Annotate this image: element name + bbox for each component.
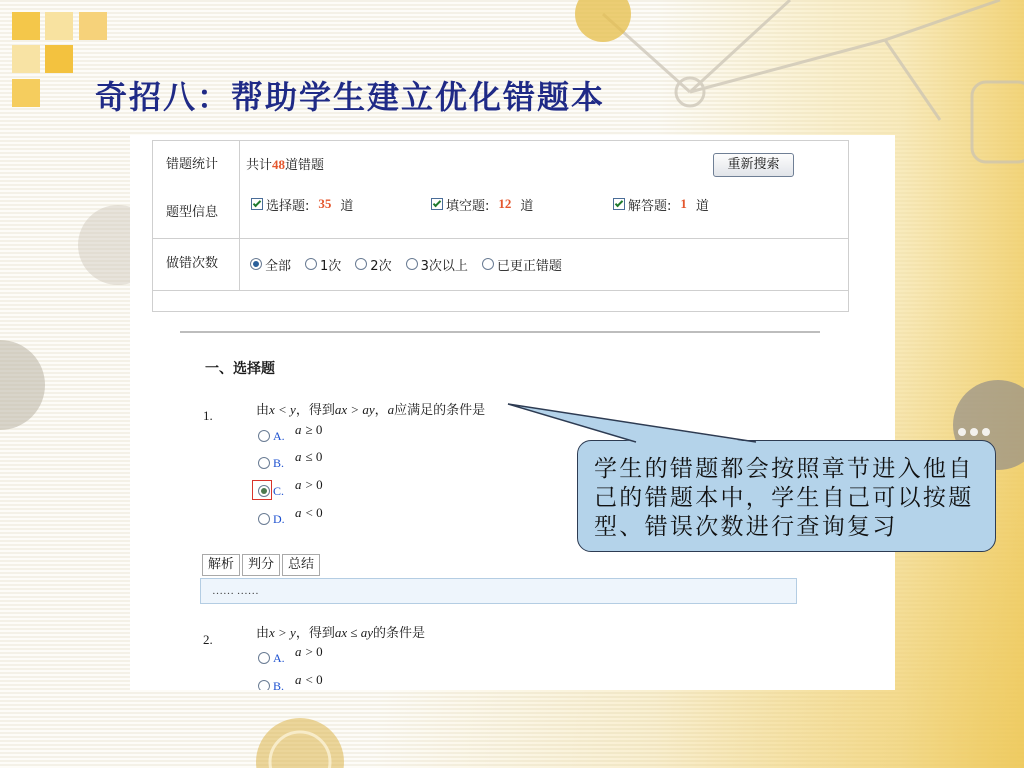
stem-math: x < y (269, 402, 296, 417)
option-relation: ≤ 0 (305, 449, 323, 464)
radio-option-b[interactable] (258, 457, 270, 469)
section-title: 一、选择题 (205, 361, 275, 377)
radio-times-1[interactable] (305, 258, 317, 270)
tab-summary[interactable]: 总结 (282, 554, 320, 576)
checkbox-solution[interactable] (613, 198, 625, 210)
total-count-text (246, 157, 324, 174)
tab-grading[interactable]: 判分 (242, 554, 280, 576)
decor-square (12, 12, 40, 40)
option-a[interactable] (258, 644, 338, 666)
option-letter: D. (273, 512, 285, 526)
times-option-all[interactable] (250, 256, 291, 272)
filter-table (152, 140, 849, 312)
radio-option-a[interactable] (258, 430, 270, 442)
option-letter: B. (273, 456, 285, 470)
option-variable: a (295, 477, 302, 492)
type-label: 解答题: (628, 198, 672, 214)
option-letter: C. (273, 484, 285, 498)
radio-dot-icon (253, 261, 259, 267)
radio-times-all[interactable] (250, 258, 262, 270)
option-variable: a (295, 672, 302, 687)
slide-title: 奇招八：帮助学生建立优化错题本 (95, 78, 606, 116)
times-option-1[interactable] (305, 256, 341, 272)
times-option-3-plus[interactable] (406, 256, 468, 272)
decor-square (79, 12, 107, 40)
question-stem (256, 625, 425, 642)
option-d[interactable] (258, 505, 338, 527)
decor-rounded-rect (972, 82, 1024, 162)
option-math (295, 672, 323, 688)
radio-dot-icon (261, 488, 267, 494)
stem-math: ax > ay (334, 402, 375, 417)
decor-dot (970, 428, 978, 436)
option-relation: < 0 (305, 505, 323, 520)
radio-times-corrected[interactable] (482, 258, 494, 270)
times-option-corrected[interactable] (482, 256, 562, 272)
checkmark-icon (253, 199, 261, 207)
times-label: 做错次数 (166, 256, 219, 271)
question-tabs (202, 554, 320, 576)
option-relation: > 0 (305, 477, 323, 492)
section-divider (180, 331, 820, 333)
type-unit: 道 (695, 198, 709, 214)
decor-square (12, 79, 40, 107)
decor-dot (958, 428, 966, 436)
times-option-label: 3次以上 (420, 258, 468, 274)
times-option-2[interactable] (355, 256, 391, 272)
total-suffix: 道错题 (285, 158, 325, 173)
option-b[interactable] (258, 449, 338, 471)
tab-analysis[interactable]: 解析 (202, 554, 240, 576)
stem-text: 由 (256, 403, 270, 418)
option-variable: a (295, 644, 302, 659)
decor-circle-gold (575, 0, 631, 42)
decor-line (885, 0, 1000, 40)
checkmark-icon (615, 199, 623, 207)
times-option-label: 全部 (265, 258, 292, 274)
decor-dot (982, 428, 990, 436)
re-search-button[interactable]: 重新搜索 (713, 153, 794, 177)
callout-line: 学生的错题都会按照章节进入他自 (594, 456, 974, 482)
total-count: 48 (272, 157, 286, 172)
type-filter-solution[interactable] (613, 196, 709, 212)
question-number: 1. (203, 408, 213, 423)
option-b[interactable] (258, 672, 338, 690)
radio-option-a[interactable] (258, 652, 270, 664)
radio-option-b[interactable] (258, 680, 270, 690)
type-unit: 道 (520, 198, 534, 214)
callout-line: 型、错误次数进行查询复习 (594, 514, 898, 540)
types-label: 题型信息 (166, 205, 219, 220)
type-filter-fill-blank[interactable] (431, 196, 533, 212)
type-unit: 道 (340, 198, 354, 214)
question-stem (256, 402, 485, 419)
type-label: 选择题: (266, 198, 310, 214)
checkmark-icon (433, 199, 441, 207)
times-option-label: 已更正错题 (496, 258, 562, 274)
stem-text: ， (374, 403, 388, 418)
type-filter-choice[interactable] (251, 196, 353, 212)
stem-math: a (387, 402, 395, 417)
option-relation: ≥ 0 (305, 422, 323, 437)
option-math (295, 644, 323, 660)
option-relation: < 0 (305, 672, 323, 687)
option-c[interactable] (258, 477, 338, 499)
stats-label: 错题统计 (166, 157, 219, 172)
checkbox-fill-blank[interactable] (431, 198, 443, 210)
option-variable: a (295, 422, 302, 437)
times-option-label: 1次 (320, 258, 342, 274)
type-label: 填空题: (446, 198, 490, 214)
stem-text: ，得到 (295, 403, 335, 418)
stem-text: 由 (256, 626, 270, 641)
times-option-label: 2次 (370, 258, 392, 274)
option-variable: a (295, 505, 302, 520)
stem-text: ，得到 (295, 626, 335, 641)
decor-square (12, 45, 40, 73)
radio-times-2[interactable] (355, 258, 367, 270)
option-math (295, 422, 322, 438)
type-count: 1 (680, 196, 687, 211)
stem-text: 的条件是 (373, 626, 426, 641)
option-math (295, 449, 322, 465)
option-math (295, 505, 323, 521)
option-variable: a (295, 449, 302, 464)
stem-text: 应满足的条件是 (394, 403, 486, 418)
callout-bubble (577, 440, 996, 552)
option-letter: A. (273, 429, 285, 443)
checkbox-choice[interactable] (251, 198, 263, 210)
option-relation: > 0 (305, 644, 323, 659)
type-count: 12 (498, 196, 512, 211)
radio-option-c[interactable] (258, 485, 270, 497)
question-number: 2. (203, 632, 213, 647)
stem-math: ax ≤ ay (334, 625, 374, 640)
answer-content-box: …… …… (200, 578, 797, 604)
stem-math: x > y (269, 625, 296, 640)
radio-option-d[interactable] (258, 513, 270, 525)
decor-square (45, 45, 73, 73)
decor-square (45, 12, 73, 40)
option-math (295, 477, 323, 493)
option-letter: B. (273, 679, 285, 690)
option-a[interactable] (258, 422, 338, 444)
error-book-panel (130, 135, 895, 690)
radio-times-3-plus[interactable] (406, 258, 418, 270)
label-column-divider (239, 141, 240, 291)
times-radio-group (250, 256, 562, 272)
callout-line: 己的错题本中，学生自己可以按题 (594, 485, 974, 511)
type-count: 35 (318, 196, 332, 211)
decor-circle-gray (0, 340, 45, 430)
decor-line (885, 40, 940, 120)
total-prefix: 共计 (246, 158, 273, 173)
option-letter: A. (273, 651, 285, 665)
